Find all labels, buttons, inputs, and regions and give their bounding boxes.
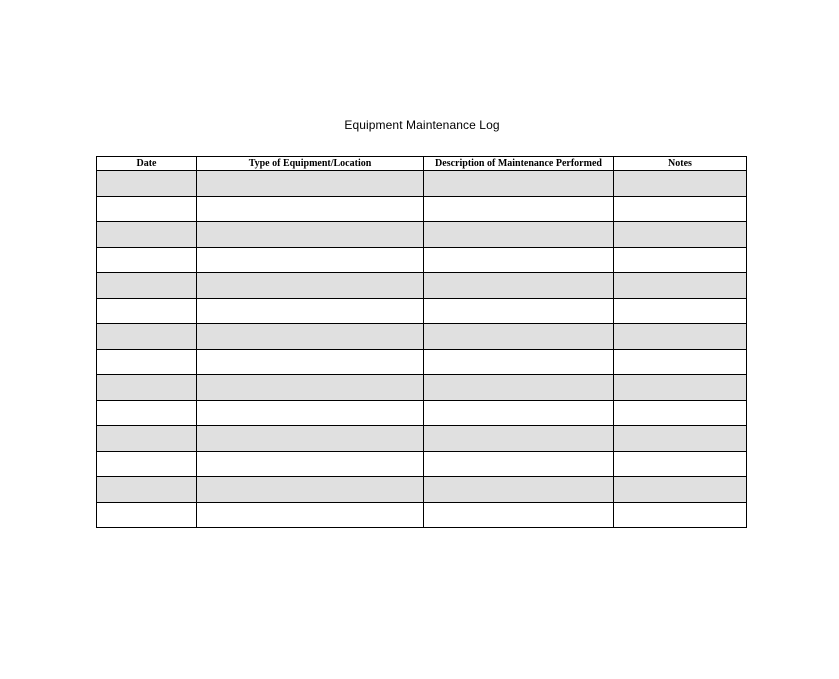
cell-notes[interactable]: [614, 196, 747, 222]
cell-maintenance-description[interactable]: [424, 400, 614, 426]
table-row: [97, 502, 747, 528]
cell-date[interactable]: [97, 171, 197, 197]
cell-notes[interactable]: [614, 400, 747, 426]
cell-maintenance-description[interactable]: [424, 273, 614, 299]
cell-maintenance-description[interactable]: [424, 502, 614, 528]
table-row: [97, 451, 747, 477]
column-header-equipment-location: Type of Equipment/Location: [197, 157, 424, 171]
cell-equipment-location[interactable]: [197, 451, 424, 477]
table-row: [97, 375, 747, 401]
cell-maintenance-description[interactable]: [424, 349, 614, 375]
cell-notes[interactable]: [614, 349, 747, 375]
table-row: [97, 400, 747, 426]
cell-equipment-location[interactable]: [197, 502, 424, 528]
cell-notes[interactable]: [614, 298, 747, 324]
table-row: [97, 171, 747, 197]
cell-notes[interactable]: [614, 247, 747, 273]
cell-date[interactable]: [97, 375, 197, 401]
cell-maintenance-description[interactable]: [424, 426, 614, 452]
cell-maintenance-description[interactable]: [424, 324, 614, 350]
cell-maintenance-description[interactable]: [424, 222, 614, 248]
cell-maintenance-description[interactable]: [424, 247, 614, 273]
cell-date[interactable]: [97, 451, 197, 477]
table-row: [97, 222, 747, 248]
cell-equipment-location[interactable]: [197, 196, 424, 222]
cell-date[interactable]: [97, 196, 197, 222]
cell-equipment-location[interactable]: [197, 222, 424, 248]
cell-maintenance-description[interactable]: [424, 171, 614, 197]
cell-date[interactable]: [97, 426, 197, 452]
cell-equipment-location[interactable]: [197, 273, 424, 299]
cell-notes[interactable]: [614, 477, 747, 503]
cell-equipment-location[interactable]: [197, 426, 424, 452]
table-row: [97, 324, 747, 350]
cell-maintenance-description[interactable]: [424, 375, 614, 401]
cell-equipment-location[interactable]: [197, 375, 424, 401]
cell-notes[interactable]: [614, 273, 747, 299]
cell-date[interactable]: [97, 477, 197, 503]
table-row: [97, 477, 747, 503]
cell-maintenance-description[interactable]: [424, 196, 614, 222]
cell-maintenance-description[interactable]: [424, 298, 614, 324]
table-row: [97, 273, 747, 299]
cell-notes[interactable]: [614, 375, 747, 401]
maintenance-log-table: [96, 156, 747, 528]
cell-notes[interactable]: [614, 426, 747, 452]
cell-equipment-location[interactable]: [197, 171, 424, 197]
table-row: [97, 196, 747, 222]
table-row: [97, 298, 747, 324]
cell-date[interactable]: [97, 298, 197, 324]
cell-equipment-location[interactable]: [197, 324, 424, 350]
cell-equipment-location[interactable]: [197, 477, 424, 503]
document-title: Equipment Maintenance Log: [344, 118, 500, 132]
cell-date[interactable]: [97, 324, 197, 350]
cell-equipment-location[interactable]: [197, 298, 424, 324]
cell-equipment-location[interactable]: [197, 349, 424, 375]
cell-notes[interactable]: [614, 324, 747, 350]
cell-equipment-location[interactable]: [197, 400, 424, 426]
column-header-date: Date: [97, 157, 197, 171]
cell-equipment-location[interactable]: [197, 247, 424, 273]
cell-notes[interactable]: [614, 222, 747, 248]
table-row: [97, 426, 747, 452]
cell-notes[interactable]: [614, 502, 747, 528]
table-header: [97, 157, 747, 171]
cell-date[interactable]: [97, 222, 197, 248]
table-row: [97, 247, 747, 273]
table-body: [97, 171, 747, 528]
column-header-notes: Notes: [614, 157, 747, 171]
cell-date[interactable]: [97, 502, 197, 528]
cell-date[interactable]: [97, 273, 197, 299]
cell-date[interactable]: [97, 349, 197, 375]
header-row: [97, 157, 747, 171]
cell-notes[interactable]: [614, 451, 747, 477]
cell-date[interactable]: [97, 247, 197, 273]
column-header-maintenance-description: Description of Maintenance Performed: [424, 157, 614, 171]
cell-date[interactable]: [97, 400, 197, 426]
table-row: [97, 349, 747, 375]
cell-notes[interactable]: [614, 171, 747, 197]
cell-maintenance-description[interactable]: [424, 477, 614, 503]
cell-maintenance-description[interactable]: [424, 451, 614, 477]
